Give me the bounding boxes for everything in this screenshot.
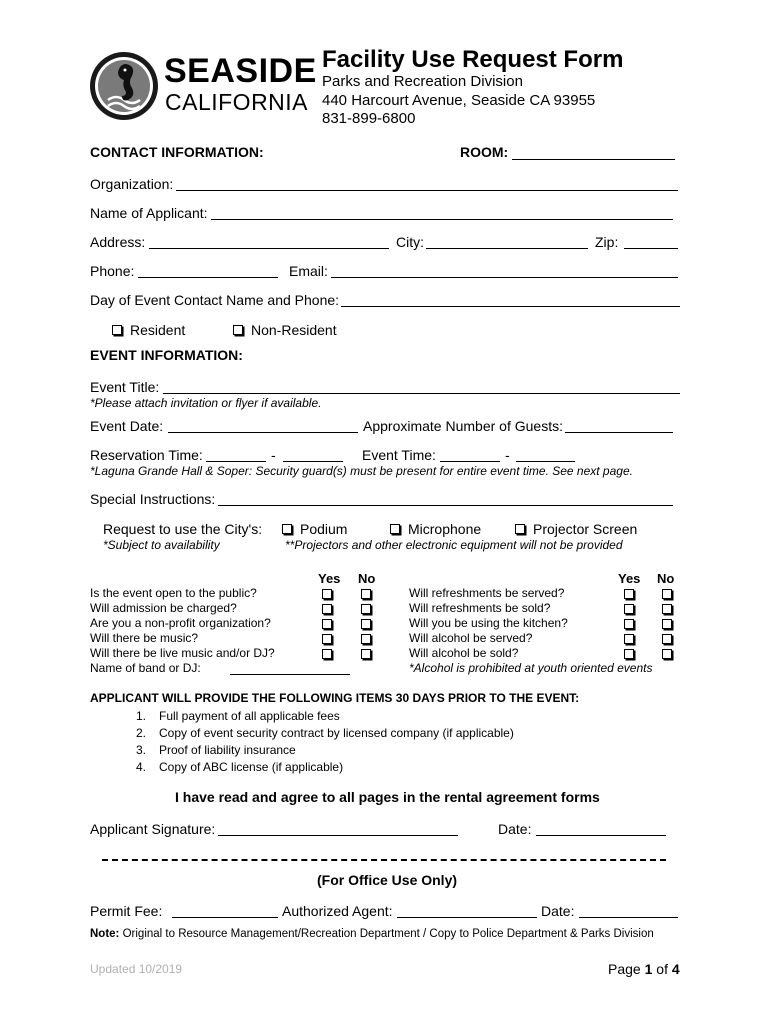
checkbox-icon[interactable] — [361, 634, 371, 644]
logo-california-text: CALIFORNIA — [165, 89, 309, 115]
applicant-field[interactable] — [211, 219, 673, 220]
checkbox-icon[interactable] — [361, 649, 371, 659]
checkbox-icon[interactable] — [662, 634, 672, 644]
checkbox-icon[interactable] — [624, 619, 634, 629]
day-contact-label: Day of Event Contact Name and Phone: — [90, 292, 340, 308]
note-label: Note: — [90, 928, 120, 940]
office-date-label: Date: — [541, 903, 575, 919]
projector-option[interactable] — [515, 521, 637, 537]
distribution-note — [90, 928, 654, 940]
office-date-field[interactable] — [579, 917, 678, 918]
resident-label: Resident — [130, 322, 186, 338]
event-title-note: *Please attach invitation or flyer if available. — [90, 396, 322, 410]
page-of: of — [656, 961, 668, 977]
zip-field[interactable] — [624, 248, 678, 249]
guests-label: Approximate Number of Guests: — [363, 418, 563, 434]
resident-option[interactable] — [112, 322, 185, 338]
checkbox-icon[interactable] — [322, 649, 332, 659]
signature-date-field[interactable] — [536, 835, 666, 836]
projector-note: **Projectors and other electronic equipment will not be provided — [285, 538, 623, 552]
reservation-start-field[interactable] — [206, 461, 266, 462]
office-heading: (For Office Use Only) — [317, 872, 458, 888]
day-contact-field[interactable] — [341, 306, 680, 307]
room-field[interactable] — [512, 159, 675, 160]
question-left-0: Is the event open to the public? — [90, 586, 257, 600]
question-right-2: Will you be using the kitchen? — [409, 616, 568, 630]
division-name: Parks and Recreation Division — [322, 73, 523, 90]
podium-option[interactable] — [282, 521, 347, 537]
requirement-number-3: 3. — [136, 743, 147, 757]
organization-field[interactable] — [176, 190, 678, 191]
checkbox-icon[interactable] — [361, 619, 371, 629]
permit-fee-label: Permit Fee: — [90, 903, 163, 919]
question-left-4: Will there be live music and/or DJ? — [90, 646, 275, 660]
organization-label: Organization: — [90, 176, 174, 192]
checkbox-icon[interactable] — [662, 619, 672, 629]
updated-date: Updated 10/2019 — [90, 962, 183, 976]
question-right-1: Will refreshments be sold? — [409, 601, 551, 615]
right-no-header: No — [657, 571, 675, 586]
address-field[interactable] — [149, 248, 389, 249]
event-date-field[interactable] — [168, 432, 358, 433]
agreement-statement: I have read and agree to all pages in the rental agreement forms — [175, 789, 600, 805]
checkbox-icon[interactable] — [361, 589, 371, 599]
authorized-agent-field[interactable] — [397, 917, 537, 918]
podium-label: Podium — [300, 521, 348, 537]
office-divider — [102, 859, 666, 861]
authorized-agent-label: Authorized Agent: — [282, 903, 393, 919]
checkbox-icon[interactable] — [515, 524, 525, 534]
requirement-number-4: 4. — [136, 760, 147, 774]
phone-label: Phone: — [90, 263, 135, 279]
non-resident-label: Non-Resident — [251, 322, 337, 338]
requirement-item-1: Full payment of all applicable fees — [159, 709, 340, 723]
address-label: Address: — [90, 234, 146, 250]
checkbox-icon[interactable] — [662, 649, 672, 659]
page-prefix: Page — [608, 961, 641, 977]
question-left-2: Are you a non-profit organization? — [90, 616, 271, 630]
reservation-end-field[interactable] — [283, 461, 343, 462]
form-title: Facility Use Request Form — [322, 46, 624, 73]
requirements-heading: APPLICANT WILL PROVIDE THE FOLLOWING ITEMS 30 DAYS PRIOR TO THE EVENT: — [90, 691, 580, 705]
question-left-3: Will there be music? — [90, 631, 199, 645]
question-left-1: Will admission be charged? — [90, 601, 237, 615]
event-heading: EVENT INFORMATION: — [90, 347, 243, 363]
checkbox-icon[interactable] — [233, 325, 243, 335]
question-right-4: Will alcohol be sold? — [409, 646, 519, 660]
note-text: Original to Resource Management/Recreation Department / Copy to Police Department & Parks Division — [122, 928, 654, 940]
reservation-dash: - — [271, 447, 276, 463]
requirement-number-2: 2. — [136, 726, 147, 740]
permit-fee-field[interactable] — [172, 917, 278, 918]
non-resident-option[interactable] — [233, 322, 337, 338]
question-right-3: Will alcohol be served? — [409, 631, 533, 645]
alcohol-note: *Alcohol is prohibited at youth oriented events — [409, 661, 653, 675]
room-label: ROOM: — [460, 144, 509, 160]
availability-note: *Subject to availability — [103, 538, 220, 552]
phone-field[interactable] — [138, 277, 278, 278]
checkbox-icon[interactable] — [624, 634, 634, 644]
checkbox-icon[interactable] — [361, 604, 371, 614]
checkbox-icon[interactable] — [322, 604, 332, 614]
email-label: Email: — [289, 263, 328, 279]
requirement-item-2: Copy of event security contract by licensed company (if applicable) — [159, 726, 514, 740]
projector-label: Projector Screen — [533, 521, 638, 537]
event-time-start-field[interactable] — [440, 461, 500, 462]
page-indicator — [608, 961, 680, 977]
checkbox-icon[interactable] — [322, 619, 332, 629]
event-time-label: Event Time: — [362, 447, 436, 463]
band-dj-label: Name of band or DJ: — [90, 661, 201, 675]
checkbox-icon[interactable] — [624, 604, 634, 614]
zip-label: Zip: — [595, 234, 619, 250]
division-address: 440 Harcourt Avenue, Seaside CA 93955 — [322, 92, 596, 109]
logo-seaside-text: SEASIDE — [164, 52, 317, 90]
page-total: 4 — [671, 961, 680, 977]
left-yes-header: Yes — [318, 571, 341, 586]
city-label: City: — [396, 234, 424, 250]
security-note: *Laguna Grande Hall & Soper: Security guard(s) must be present for entire event time. See next page. — [90, 464, 633, 478]
signature-label: Applicant Signature: — [90, 821, 216, 837]
signature-date-label: Date: — [498, 821, 532, 837]
special-instructions-label: Special Instructions: — [90, 491, 216, 507]
right-yes-header: Yes — [618, 571, 641, 586]
event-time-end-field[interactable] — [516, 461, 575, 462]
division-phone: 831-899-6800 — [322, 110, 416, 127]
event-date-label: Event Date: — [90, 418, 164, 434]
seahorse-logo-icon — [88, 50, 160, 122]
checkbox-icon[interactable] — [624, 649, 634, 659]
event-title-label: Event Title: — [90, 379, 160, 395]
band-dj-field[interactable] — [230, 674, 350, 675]
city-field[interactable] — [426, 248, 588, 249]
email-field[interactable] — [331, 277, 678, 278]
reservation-time-label: Reservation Time: — [90, 447, 203, 463]
event-time-dash: - — [505, 447, 510, 463]
checkbox-icon[interactable] — [322, 589, 332, 599]
contact-heading: CONTACT INFORMATION: — [90, 144, 264, 160]
checkbox-icon[interactable] — [322, 634, 332, 644]
applicant-label: Name of Applicant: — [90, 205, 208, 221]
checkbox-icon[interactable] — [662, 604, 672, 614]
microphone-label: Microphone — [408, 521, 482, 537]
checkbox-icon[interactable] — [662, 589, 672, 599]
page-number: 1 — [644, 961, 653, 977]
microphone-option[interactable] — [390, 521, 481, 537]
event-title-field[interactable] — [163, 393, 680, 394]
checkbox-icon[interactable] — [112, 325, 122, 335]
guests-field[interactable] — [565, 432, 673, 433]
question-right-0: Will refreshments be served? — [409, 586, 565, 600]
signature-field[interactable] — [218, 835, 458, 836]
special-instructions-field[interactable] — [218, 505, 673, 506]
requirement-item-4: Copy of ABC license (if applicable) — [159, 760, 344, 774]
requirement-number-1: 1. — [136, 709, 147, 723]
checkbox-icon[interactable] — [624, 589, 634, 599]
checkbox-icon[interactable] — [282, 524, 292, 534]
checkbox-icon[interactable] — [390, 524, 400, 534]
requirement-item-3: Proof of liability insurance — [159, 743, 296, 757]
left-no-header: No — [358, 571, 376, 586]
request-label: Request to use the City's: — [103, 521, 263, 537]
